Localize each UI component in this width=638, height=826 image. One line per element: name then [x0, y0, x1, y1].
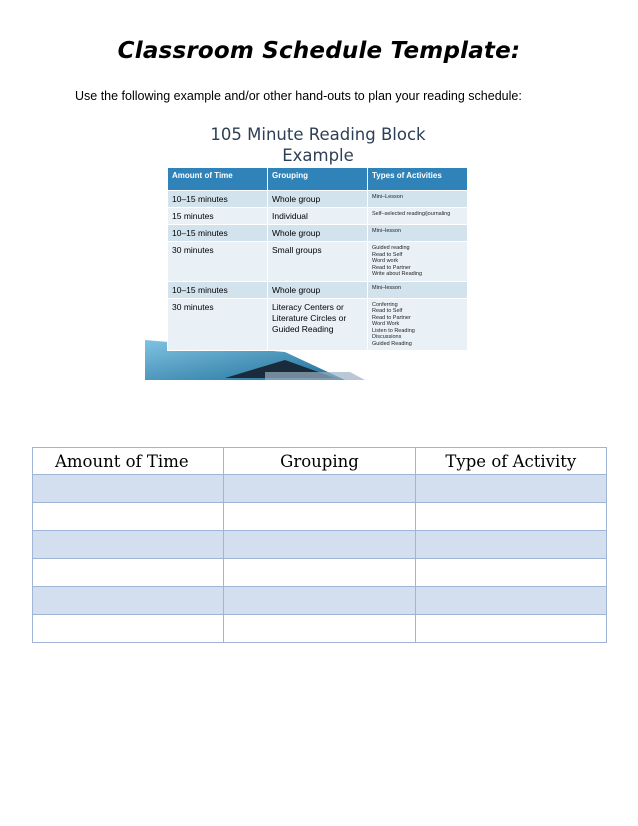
plan-row: [33, 531, 607, 559]
activity-item: Read to Partner: [372, 264, 411, 271]
plan-row: [33, 587, 607, 615]
activity-item: Mini–lesson: [372, 284, 402, 291]
plan-cell-activity[interactable]: [415, 531, 606, 559]
activity-item: Mini–lesson: [372, 228, 402, 234]
plan-row: [33, 615, 607, 643]
plan-row: [33, 503, 607, 531]
plan-cell-grouping[interactable]: [224, 587, 415, 615]
example-cell-time: 30 minutes: [168, 298, 268, 351]
example-header-grouping: Grouping: [268, 168, 368, 191]
example-cell-grouping: Small groups: [268, 242, 368, 282]
activity-item: Discussions: [372, 334, 402, 340]
plan-row: [33, 475, 607, 503]
activity-item: Self–selected reading/journaling: [372, 211, 451, 217]
activity-item: Mini–Lesson: [372, 194, 403, 200]
activity-item: Read to Self: [372, 251, 403, 258]
example-row: [168, 242, 468, 282]
activity-item: Guided reading: [372, 245, 410, 251]
example-cell-time: 30 minutes: [168, 242, 268, 282]
plan-cell-time[interactable]: [33, 475, 224, 503]
example-row: [168, 208, 468, 225]
plan-cell-time[interactable]: [33, 587, 224, 615]
activity-item: Word work: [372, 258, 399, 264]
plan-cell-grouping[interactable]: [224, 615, 415, 643]
plan-header-time: Amount of Time: [33, 448, 224, 475]
activity-item: Conferring: [372, 301, 398, 308]
plan-cell-activity[interactable]: [415, 559, 606, 587]
plan-cell-activity[interactable]: [415, 615, 606, 643]
example-row: [168, 298, 468, 351]
example-row: [168, 191, 468, 208]
activity-item: Write about Reading: [372, 271, 423, 277]
example-cell-grouping: Whole group: [268, 281, 368, 298]
example-title: [173, 124, 463, 166]
example-row: [168, 225, 468, 242]
plan-header-grouping: Grouping: [224, 448, 415, 475]
activity-item: Word Work: [372, 321, 400, 327]
plan-cell-time[interactable]: [33, 531, 224, 559]
plan-cell-grouping[interactable]: [224, 531, 415, 559]
example-cell-activities: [368, 281, 468, 298]
activity-item: Listen to Reading: [372, 327, 415, 334]
activity-item: Guided Reading: [372, 340, 412, 347]
example-cell-activities: [368, 208, 468, 225]
example-cell-time: 15 minutes: [168, 208, 268, 225]
activity-item: Read to Self: [372, 308, 403, 314]
plan-cell-activity[interactable]: [415, 475, 606, 503]
example-table: [167, 167, 468, 351]
example-cell-grouping: Whole group: [268, 191, 368, 208]
example-cell-time: 10–15 minutes: [168, 281, 268, 298]
plan-cell-grouping[interactable]: [224, 475, 415, 503]
example-cell-activities: [368, 298, 468, 351]
plan-cell-activity[interactable]: [415, 503, 606, 531]
intro-text: Use the following example and/or other hand-outs to plan your reading schedule:: [75, 89, 522, 103]
example-row: [168, 281, 468, 298]
example-title-line1: 105 Minute Reading Block: [210, 125, 426, 144]
plan-cell-activity[interactable]: [415, 587, 606, 615]
example-cell-time: 10–15 minutes: [168, 225, 268, 242]
plan-cell-grouping[interactable]: [224, 503, 415, 531]
example-cell-activities: [368, 225, 468, 242]
plan-cell-time[interactable]: [33, 615, 224, 643]
example-cell-time: 10–15 minutes: [168, 191, 268, 208]
plan-row: [33, 559, 607, 587]
activity-item: Read to Partner: [372, 314, 411, 321]
example-cell-activities: [368, 242, 468, 282]
example-header-activities: Types of Activities: [368, 168, 468, 191]
plan-cell-time[interactable]: [33, 503, 224, 531]
planning-table: [32, 447, 607, 643]
plan-header-activity: Type of Activity: [415, 448, 606, 475]
example-header-time: Amount of Time: [168, 168, 268, 191]
example-cell-activities: [368, 191, 468, 208]
example-cell-grouping: Whole group: [268, 225, 368, 242]
example-cell-grouping: Individual: [268, 208, 368, 225]
example-graphic: [145, 120, 485, 382]
example-title-line2: Example: [282, 146, 354, 165]
plan-cell-time[interactable]: [33, 559, 224, 587]
plan-cell-grouping[interactable]: [224, 559, 415, 587]
page-title: Classroom Schedule Template:: [117, 38, 521, 64]
example-cell-grouping: Literacy Centers or Literature Circles or Guided Reading: [268, 298, 368, 351]
